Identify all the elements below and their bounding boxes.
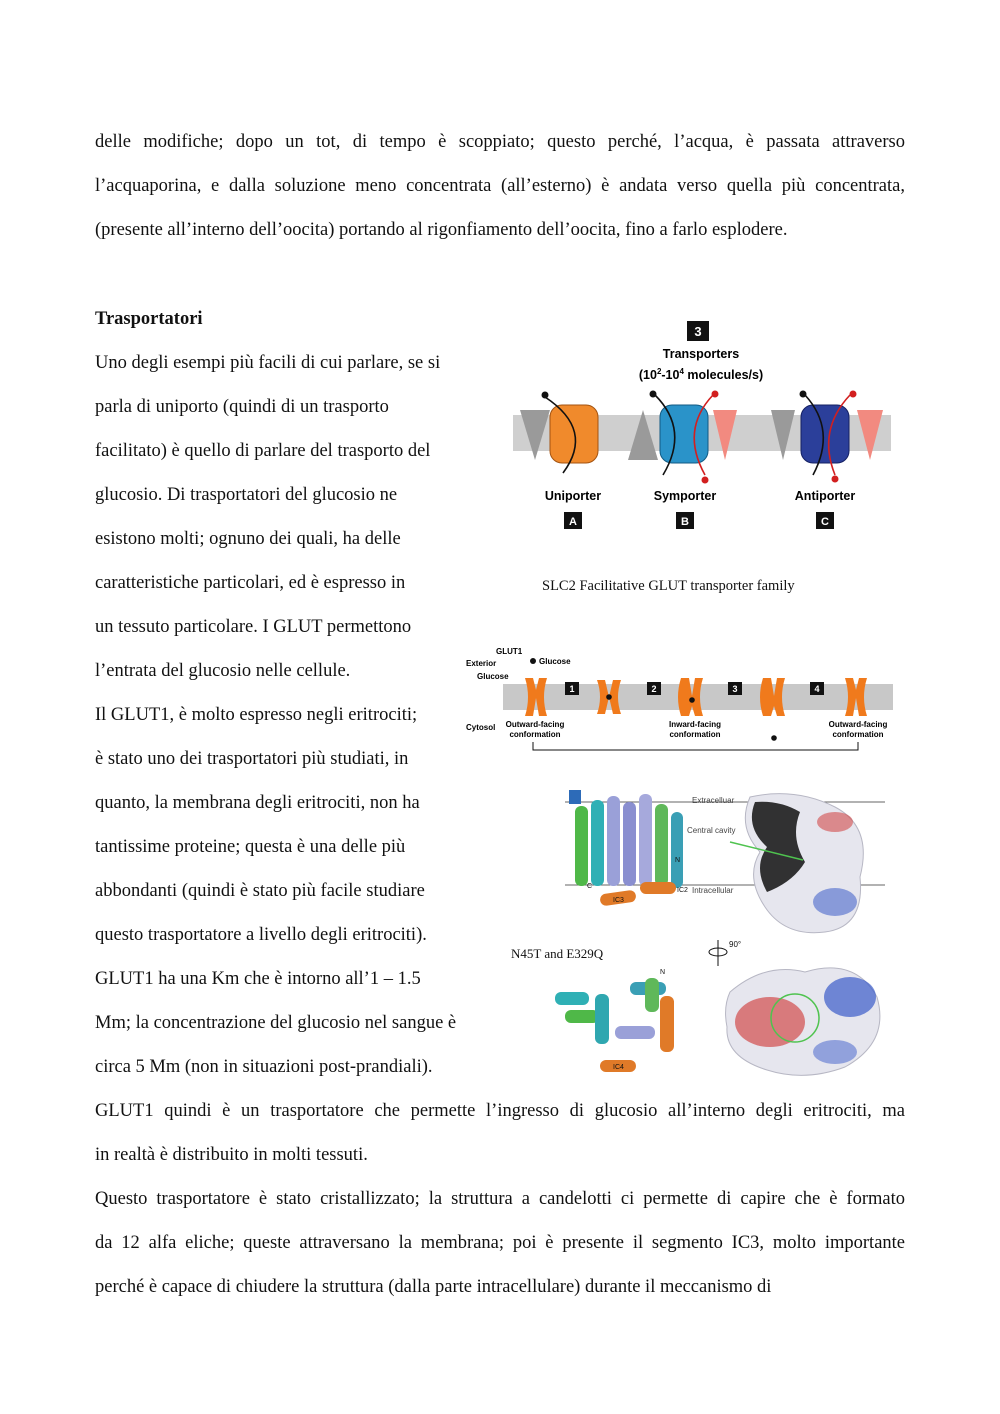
surface-patch — [813, 888, 857, 916]
helix — [615, 1026, 655, 1039]
text-line: questo trasportatore a livello degli eritrociti). — [95, 925, 427, 945]
conformation-label: conformation — [832, 730, 884, 739]
ic2-label: IC2 — [677, 887, 688, 894]
step-number: 3 — [732, 684, 738, 694]
molecule-dot — [850, 391, 857, 398]
helix — [645, 978, 659, 1012]
helix — [607, 796, 620, 886]
letter-a: A — [569, 516, 577, 528]
glut-shape — [525, 678, 547, 716]
text-line: l’acquaporina, e dalla soluzione meno concentrata (all’esterno) è andata verso quella più concentrata, — [95, 176, 905, 196]
n-term-label: N — [660, 969, 666, 976]
helix — [591, 800, 604, 886]
ic3-label: IC3 — [613, 897, 624, 904]
text-line: perché è capace di chiudere la struttura (dalla parte intracellulare) durante il meccanismo di — [95, 1277, 772, 1297]
figure-title: Transporters — [662, 347, 740, 361]
helix — [565, 1010, 599, 1023]
helix — [555, 992, 589, 1005]
molecule-dot — [712, 391, 719, 398]
figure-badge-number: 3 — [694, 324, 702, 339]
step-number: 2 — [651, 684, 657, 694]
molecule-dot — [650, 391, 657, 398]
transporters-figure — [505, 315, 900, 535]
helix — [639, 794, 652, 886]
figure-caption: SLC2 Facilitative GLUT transporter family — [542, 578, 795, 594]
text-line: quanto, la membrana degli eritrociti, non ha — [95, 793, 420, 813]
step-number: 4 — [814, 684, 820, 694]
glut1-label: GLUT1 — [496, 647, 523, 656]
c-term-label: C — [587, 883, 593, 890]
conformation-label: Outward-facing — [505, 720, 565, 729]
helix — [595, 994, 609, 1044]
letter-c: C — [821, 516, 829, 528]
text-line: Mm; la concentrazione del glucosio nel sangue è — [95, 1013, 457, 1033]
exterior-label: Exterior — [466, 659, 497, 668]
section-title: Trasportatori — [95, 309, 203, 329]
conformation-label: Inward-facing — [668, 720, 722, 729]
extracellular-label: Extracelluar — [692, 796, 735, 805]
helix — [671, 812, 683, 888]
text-line: (presente all’interno dell’oocita) portando al rigonfiamento dell’oocita, fino a farlo esplodere. — [95, 220, 788, 240]
cycle-bracket — [533, 742, 858, 750]
text-line: parla di uniporto (quindi di un trasporto — [95, 397, 389, 417]
label-uniporter: Uniporter — [544, 489, 602, 503]
glut-shape — [760, 678, 785, 741]
figure-rate: ($10^2-10^4$ molecules/s) — [638, 367, 764, 382]
glut-conformation-figure — [463, 642, 903, 757]
intracellular-label: Intracellular — [692, 886, 734, 895]
text-line: tantissime proteine; questa è una delle più — [95, 837, 406, 857]
glucose-label: Glucose — [539, 657, 571, 666]
text-line: circa 5 Mm (non in situazioni post-prandiali). — [95, 1057, 433, 1077]
text-line: glucosio. Di trasportatori del glucosio ne — [95, 485, 398, 505]
surface-patch — [817, 812, 853, 832]
helix — [623, 802, 636, 886]
molecule-dot — [702, 477, 709, 484]
conformation-label: conformation — [669, 730, 721, 739]
text-line: Il GLUT1, è molto espresso negli eritrociti; — [95, 705, 418, 725]
text-line: da 12 alfa eliche; queste attraversano la membrana; poi è presente il segmento IC3, molto importante — [95, 1233, 905, 1253]
text-line: esistono molti; ognuno dei quali, ha delle — [95, 529, 401, 549]
helix — [575, 806, 588, 886]
surface-patch — [735, 997, 805, 1047]
helix — [655, 804, 668, 886]
label-antiporter: Antiporter — [794, 489, 856, 503]
surface-patch — [824, 977, 876, 1017]
text-line: caratteristiche particolari, ed è espresso in — [95, 573, 406, 593]
text-line: un tessuto particolare. I GLUT permettono — [95, 617, 412, 637]
central-cavity-label: Central cavity — [687, 826, 736, 835]
text-line: facilitato) è quello di parlare del trasporto del — [95, 441, 431, 461]
antiporter-protein — [801, 405, 849, 463]
helix — [660, 996, 674, 1052]
label-symporter: Symporter — [653, 489, 717, 503]
text-line: abbondanti (quindi è stato più facile studiare — [95, 881, 425, 901]
glut-shape — [678, 678, 703, 716]
text-line: in realtà è distribuito in molti tessuti. — [95, 1145, 368, 1165]
rotation-label: 90° — [729, 940, 742, 949]
glut1-structure-figure — [505, 782, 900, 1082]
letter-b: B — [681, 516, 689, 528]
molecule-dot — [832, 476, 839, 483]
helix — [569, 790, 581, 804]
molecule-dot — [800, 391, 807, 398]
conformation-label: Outward-facing — [828, 720, 888, 729]
glut-shape — [845, 678, 867, 716]
text-line: Uno degli esempi più facili di cui parlare, se si — [95, 353, 441, 373]
text-line: GLUT1 quindi è un trasportatore che permette l’ingresso di glucosio all’interno degli eritrociti, ma — [95, 1101, 905, 1121]
text-line: Questo trasportatore è stato cristallizzato; la struttura a candelotti ci permette di capire che è formato — [95, 1189, 905, 1209]
glucose-label: Glucose — [477, 672, 509, 681]
text-line: è stato uno dei trasportatori più studiati, in — [95, 749, 409, 769]
symporter-protein — [660, 405, 708, 463]
conformation-label: conformation — [509, 730, 561, 739]
cytosol-label: Cytosol — [466, 723, 496, 732]
text-line: GLUT1 ha una Km che è intorno all’1 – 1.5 — [95, 969, 421, 989]
n-term-label: N — [675, 857, 681, 864]
mutation-label: N45T and E329Q — [511, 946, 604, 961]
text-line: delle modifiche; dopo un tot, di tempo è scoppiato; questo perché, l’acqua, è passata attraverso — [95, 132, 905, 152]
molecule-dot — [542, 392, 549, 399]
surface-patch — [813, 1040, 857, 1064]
ic2-helix — [640, 882, 676, 894]
glucose-dot — [530, 658, 536, 664]
text-line: l’entrata del glucosio nelle cellule. — [95, 661, 351, 681]
ic4-label: IC4 — [613, 1064, 624, 1071]
step-number: 1 — [569, 684, 575, 694]
